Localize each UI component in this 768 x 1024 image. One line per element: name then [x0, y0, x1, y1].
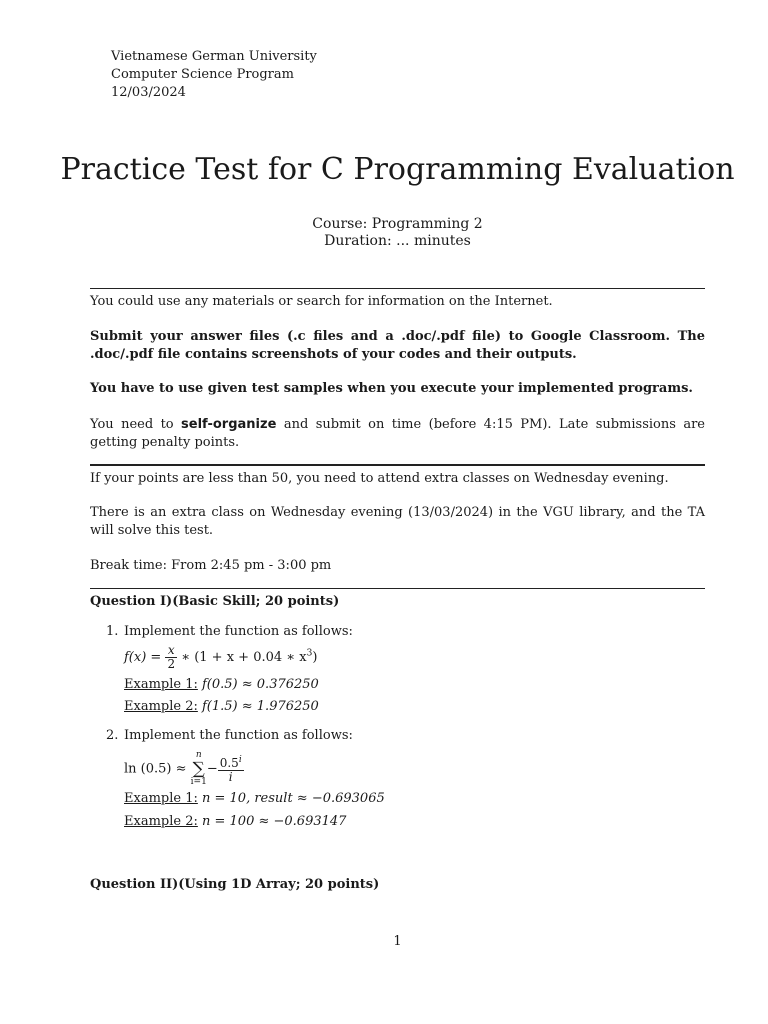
instruction-samples: You have to use given test samples when you execute your implemented programs. [90, 381, 693, 396]
q1-item2-sum-symbol: ∑ [192, 759, 205, 779]
q1-item2-example2-value: n = 100 ≈ −0.693147 [202, 814, 347, 829]
university-name: Vietnamese German University [111, 49, 317, 64]
q1-item2-example1-label: Example 1: [124, 791, 198, 806]
duration-line: Duration: ... minutes [324, 233, 471, 249]
q1-item2-fraction-num [218, 754, 244, 771]
q1-item2-sum-top: n [195, 750, 202, 760]
q1-item1-fraction-num: x [165, 644, 177, 658]
page-number: 1 [393, 934, 402, 949]
q1-item2-sum-bottom: i=1 [190, 777, 207, 787]
q1-item1-formula [124, 644, 317, 671]
q1-item2-formula-minus: − [206, 761, 218, 777]
divider-top [90, 288, 705, 289]
instruction-self-organize-post: and submit on time (before 4:15 PM). Late submissions are getting penalty points. [90, 417, 705, 450]
question-1-title: Question I)(Basic Skill; 20 points) [90, 594, 340, 609]
q1-item1-example2 [124, 698, 319, 715]
q1-item2-example1 [124, 790, 385, 807]
q1-item2-text: Implement the function as follows: [124, 728, 353, 743]
q1-item2-sum [191, 750, 207, 788]
q1-item1-example1 [124, 676, 319, 693]
q1-item1-example2-value: f(1.5) ≈ 1.976250 [202, 699, 319, 714]
instruction-self-organize-pre: You need to [90, 417, 182, 432]
program-name: Computer Science Program [111, 67, 294, 82]
q1-item2-example2 [124, 813, 346, 830]
q1-item1-formula-lhs: f(x) = [124, 650, 162, 665]
instruction-materials: You could use any materials or search for information on the Internet. [90, 294, 553, 309]
q1-item1-formula-exp: 3 [306, 648, 313, 659]
q1-item2-number: 2. [106, 728, 119, 743]
q1-item1-example1-value: f(0.5) ≈ 0.376250 [202, 677, 319, 692]
q1-item1-formula-close: ) [312, 650, 318, 665]
q1-item2-formula [124, 750, 244, 788]
q1-item2-example2-label: Example 2: [124, 814, 198, 829]
instruction-submit: Submit your answer files (.c files and a .doc/.pdf file) to Google Classroom. The .doc/.pdf file contains screenshots of your codes and their outputs. [90, 329, 705, 362]
note-extra-classes: If your points are less than 50, you need to attend extra classes on Wednesday evening. [90, 471, 669, 486]
q1-item1-fraction [165, 644, 177, 671]
divider-middle [90, 464, 705, 466]
q1-item2-formula-lhs: ln (0.5) ≈ [124, 761, 187, 777]
q1-item2-fraction-num-base: 0.5 [219, 756, 239, 770]
q1-item1-example1-label: Example 1: [124, 677, 198, 692]
q1-item1-example2-label: Example 2: [124, 699, 198, 714]
q1-item2-fraction-num-exp: i [238, 755, 242, 765]
divider-bottom [90, 588, 705, 589]
instruction-self-organize-bold: self-organize [181, 417, 277, 432]
q1-item1-number: 1. [106, 624, 119, 639]
q1-item1-text: Implement the function as follows: [124, 624, 353, 639]
question-2-title: Question II)(Using 1D Array; 20 points) [90, 877, 380, 892]
course-line: Course: Programming 2 [312, 216, 483, 232]
q1-item1-formula-rest: ∗ (1 + x + 0.04 ∗ x [181, 650, 307, 665]
header-date: 12/03/2024 [111, 85, 186, 100]
note-break-time: Break time: From 2:45 pm - 3:00 pm [90, 558, 332, 573]
q1-item2-example1-value: n = 10, result ≈ −0.693065 [202, 791, 385, 806]
q1-item2-fraction [218, 754, 244, 784]
note-extra-class-library: There is an extra class on Wednesday evening (13/03/2024) in the VGU library, and the TA will solve this test. [90, 505, 705, 538]
instruction-self-organize [90, 416, 705, 452]
document-title: Practice Test for C Programming Evaluation [60, 152, 735, 187]
q1-item1-fraction-den: 2 [167, 657, 176, 671]
q1-item2-fraction-den: i [228, 770, 233, 784]
